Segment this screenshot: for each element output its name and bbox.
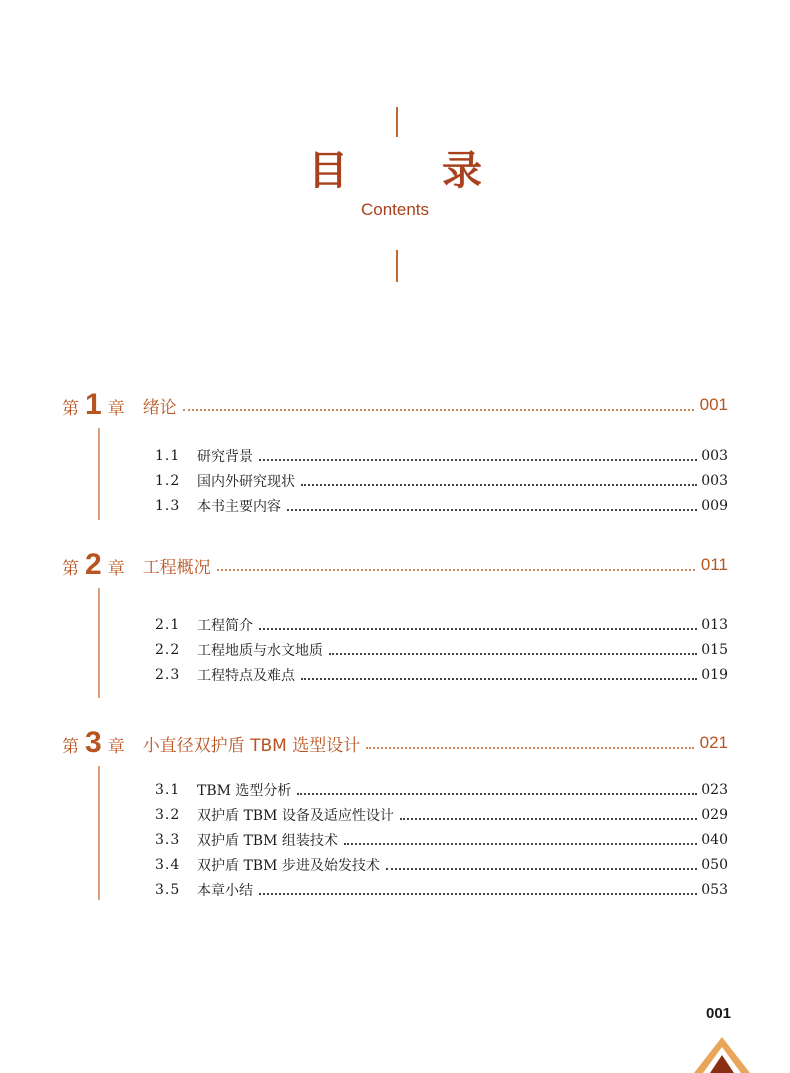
title-top-rule	[396, 107, 398, 137]
leader-dots	[386, 868, 697, 870]
section-page: 023	[701, 782, 728, 798]
section-title: 工程地质与水文地质	[197, 643, 323, 659]
section-page: 003	[701, 448, 728, 464]
toc-section-row[interactable]	[155, 470, 728, 492]
leader-dots	[329, 653, 697, 655]
section-number: 2.2	[155, 642, 181, 658]
chapter-page: 021	[699, 733, 728, 752]
section-number: 1.2	[155, 473, 181, 489]
section-number: 3.3	[155, 832, 181, 848]
section-title: 双护盾 TBM 设备及适应性设计	[197, 808, 394, 824]
section-title: 双护盾 TBM 组装技术	[197, 833, 338, 849]
chapter-side-rule	[98, 428, 100, 520]
section-title: 工程特点及难点	[197, 668, 295, 684]
section-number: 3.1	[155, 782, 181, 798]
leader-dots	[183, 409, 694, 411]
toc-section-row[interactable]	[155, 854, 728, 876]
chapter-heading[interactable]	[62, 726, 728, 760]
leader-dots	[297, 793, 697, 795]
section-number: 1.3	[155, 498, 181, 514]
section-title: TBM 选型分析	[197, 783, 292, 799]
toc-section-row[interactable]	[155, 614, 728, 636]
chapter-suffix: 章	[107, 737, 125, 757]
chapter-suffix: 章	[107, 559, 125, 579]
chapter-heading[interactable]	[62, 548, 728, 582]
section-number: 3.5	[155, 882, 181, 898]
page-subtitle: Contents	[360, 200, 430, 219]
section-page: 003	[701, 473, 728, 489]
chapter-title: 工程概况	[142, 557, 211, 578]
chapter-number: 1	[85, 388, 102, 421]
leader-dots	[259, 893, 697, 895]
corner-triangle-icon	[692, 1035, 752, 1073]
section-title: 研究背景	[197, 449, 253, 465]
section-page: 053	[701, 882, 728, 898]
chapter-label	[62, 548, 125, 582]
page-number: 001	[706, 1005, 732, 1022]
section-number: 1.1	[155, 448, 181, 464]
chapter-side-rule	[98, 588, 100, 698]
chapter-prefix: 第	[62, 559, 79, 579]
chapter-prefix: 第	[62, 737, 79, 757]
chapter-page: 011	[700, 555, 728, 574]
leader-dots	[301, 484, 697, 486]
section-page: 013	[701, 617, 728, 633]
chapter-label	[62, 388, 125, 422]
chapter-heading[interactable]	[62, 388, 728, 422]
toc-section-row[interactable]	[155, 445, 728, 467]
section-number: 3.2	[155, 807, 181, 823]
page-title: 目 录	[308, 148, 522, 194]
section-page: 009	[701, 498, 728, 514]
chapter-prefix: 第	[62, 399, 79, 419]
section-number: 2.3	[155, 667, 181, 683]
section-title: 工程简介	[197, 618, 253, 634]
toc-section-row[interactable]	[155, 829, 728, 851]
leader-dots	[259, 628, 697, 630]
chapter-page: 001	[699, 395, 728, 414]
section-title: 双护盾 TBM 步进及始发技术	[197, 858, 380, 874]
leader-dots	[287, 509, 697, 511]
toc-section-row[interactable]	[155, 804, 728, 826]
section-page: 015	[701, 642, 728, 658]
toc-section-row[interactable]	[155, 664, 728, 686]
leader-dots	[301, 678, 697, 680]
section-page: 029	[701, 807, 728, 823]
leader-dots	[217, 569, 695, 571]
toc-section-row[interactable]	[155, 639, 728, 661]
chapter-title: 小直径双护盾 TBM 选型设计	[142, 735, 361, 756]
section-page: 040	[701, 832, 728, 848]
leader-dots	[259, 459, 697, 461]
chapter-label	[62, 726, 125, 760]
toc-section-row[interactable]	[155, 879, 728, 901]
chapter-number: 3	[85, 726, 102, 759]
chapter-title: 绪论	[142, 397, 177, 418]
section-title: 本书主要内容	[197, 499, 281, 515]
chapter-side-rule	[98, 766, 100, 900]
section-number: 2.1	[155, 617, 181, 633]
toc-section-row[interactable]	[155, 779, 728, 801]
section-title: 本章小结	[197, 883, 253, 899]
chapter-number: 2	[85, 548, 102, 581]
section-title: 国内外研究现状	[197, 474, 295, 490]
title-bottom-rule	[396, 250, 398, 282]
chapter-suffix: 章	[107, 399, 125, 419]
section-page: 050	[701, 857, 728, 873]
section-number: 3.4	[155, 857, 181, 873]
leader-dots	[344, 843, 697, 845]
section-page: 019	[701, 667, 728, 683]
toc-section-row[interactable]	[155, 495, 728, 517]
leader-dots	[400, 818, 697, 820]
leader-dots	[366, 747, 693, 749]
